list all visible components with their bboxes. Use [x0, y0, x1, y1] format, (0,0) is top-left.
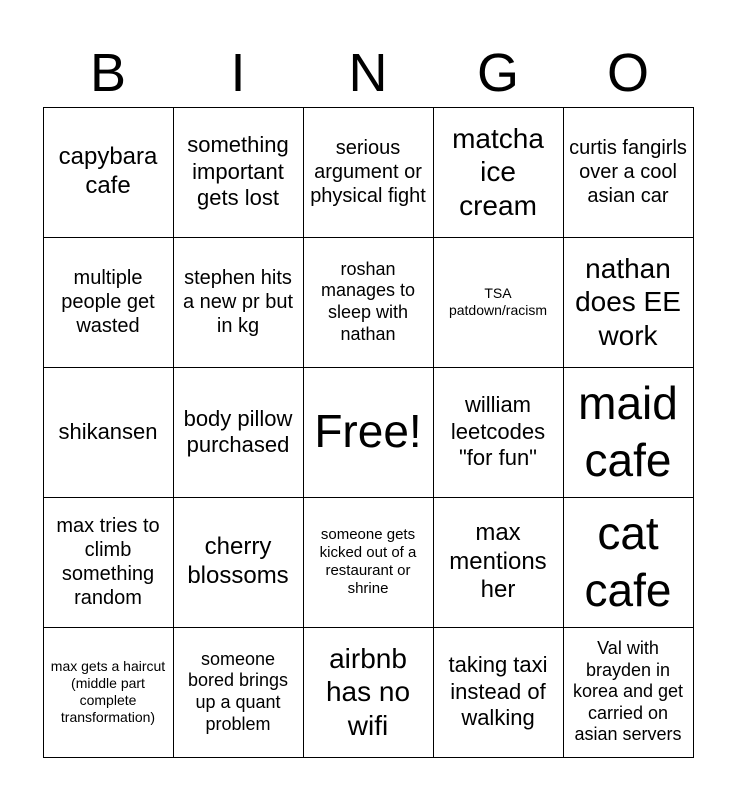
free-space-cell[interactable]: Free! [303, 367, 434, 498]
bingo-cell[interactable]: shikansen [43, 367, 174, 498]
bingo-cell[interactable]: max mentions her [433, 497, 564, 628]
bingo-card [43, 107, 693, 757]
bingo-cell[interactable]: TSA patdown/racism [433, 237, 564, 368]
bingo-cell[interactable]: something important gets lost [173, 107, 304, 238]
bingo-cell[interactable]: serious argument or physical fight [303, 107, 434, 238]
bingo-cell[interactable]: nathan does EE work [563, 237, 694, 368]
bingo-cell[interactable]: matcha ice cream [433, 107, 564, 238]
bingo-cell[interactable]: someone bored brings up a quant problem [173, 627, 304, 758]
header-letter-i: I [230, 43, 246, 103]
bingo-cell[interactable]: airbnb has no wifi [303, 627, 434, 758]
bingo-cell[interactable]: cat cafe [563, 497, 694, 628]
bingo-cell[interactable]: maid cafe [563, 367, 694, 498]
bingo-cell[interactable]: body pillow purchased [173, 367, 304, 498]
bingo-cell[interactable]: william leetcodes "for fun" [433, 367, 564, 498]
header-letter-b: B [89, 43, 127, 103]
bingo-cell[interactable]: cherry blossoms [173, 497, 304, 628]
header-letter-o: O [606, 43, 649, 103]
bingo-cell[interactable]: Val with brayden in korea and get carried on asian servers [563, 627, 694, 758]
bingo-cell[interactable]: capybara cafe [43, 107, 174, 238]
bingo-cell[interactable]: multiple people get wasted [43, 237, 174, 368]
bingo-cell[interactable]: roshan manages to sleep with nathan [303, 237, 434, 368]
header-letter-n: N [348, 43, 388, 103]
bingo-header [43, 40, 693, 106]
bingo-cell[interactable]: taking taxi instead of walking [433, 627, 564, 758]
bingo-cell[interactable]: max tries to climb something random [43, 497, 174, 628]
bingo-cell[interactable]: someone gets kicked out of a restaurant or shrine [303, 497, 434, 628]
bingo-cell[interactable]: stephen hits a new pr but in kg [173, 237, 304, 368]
bingo-cell[interactable]: curtis fangirls over a cool asian car [563, 107, 694, 238]
header-letter-g: G [476, 43, 519, 103]
bingo-cell[interactable]: max gets a haircut (middle part complete transformation) [43, 627, 174, 758]
